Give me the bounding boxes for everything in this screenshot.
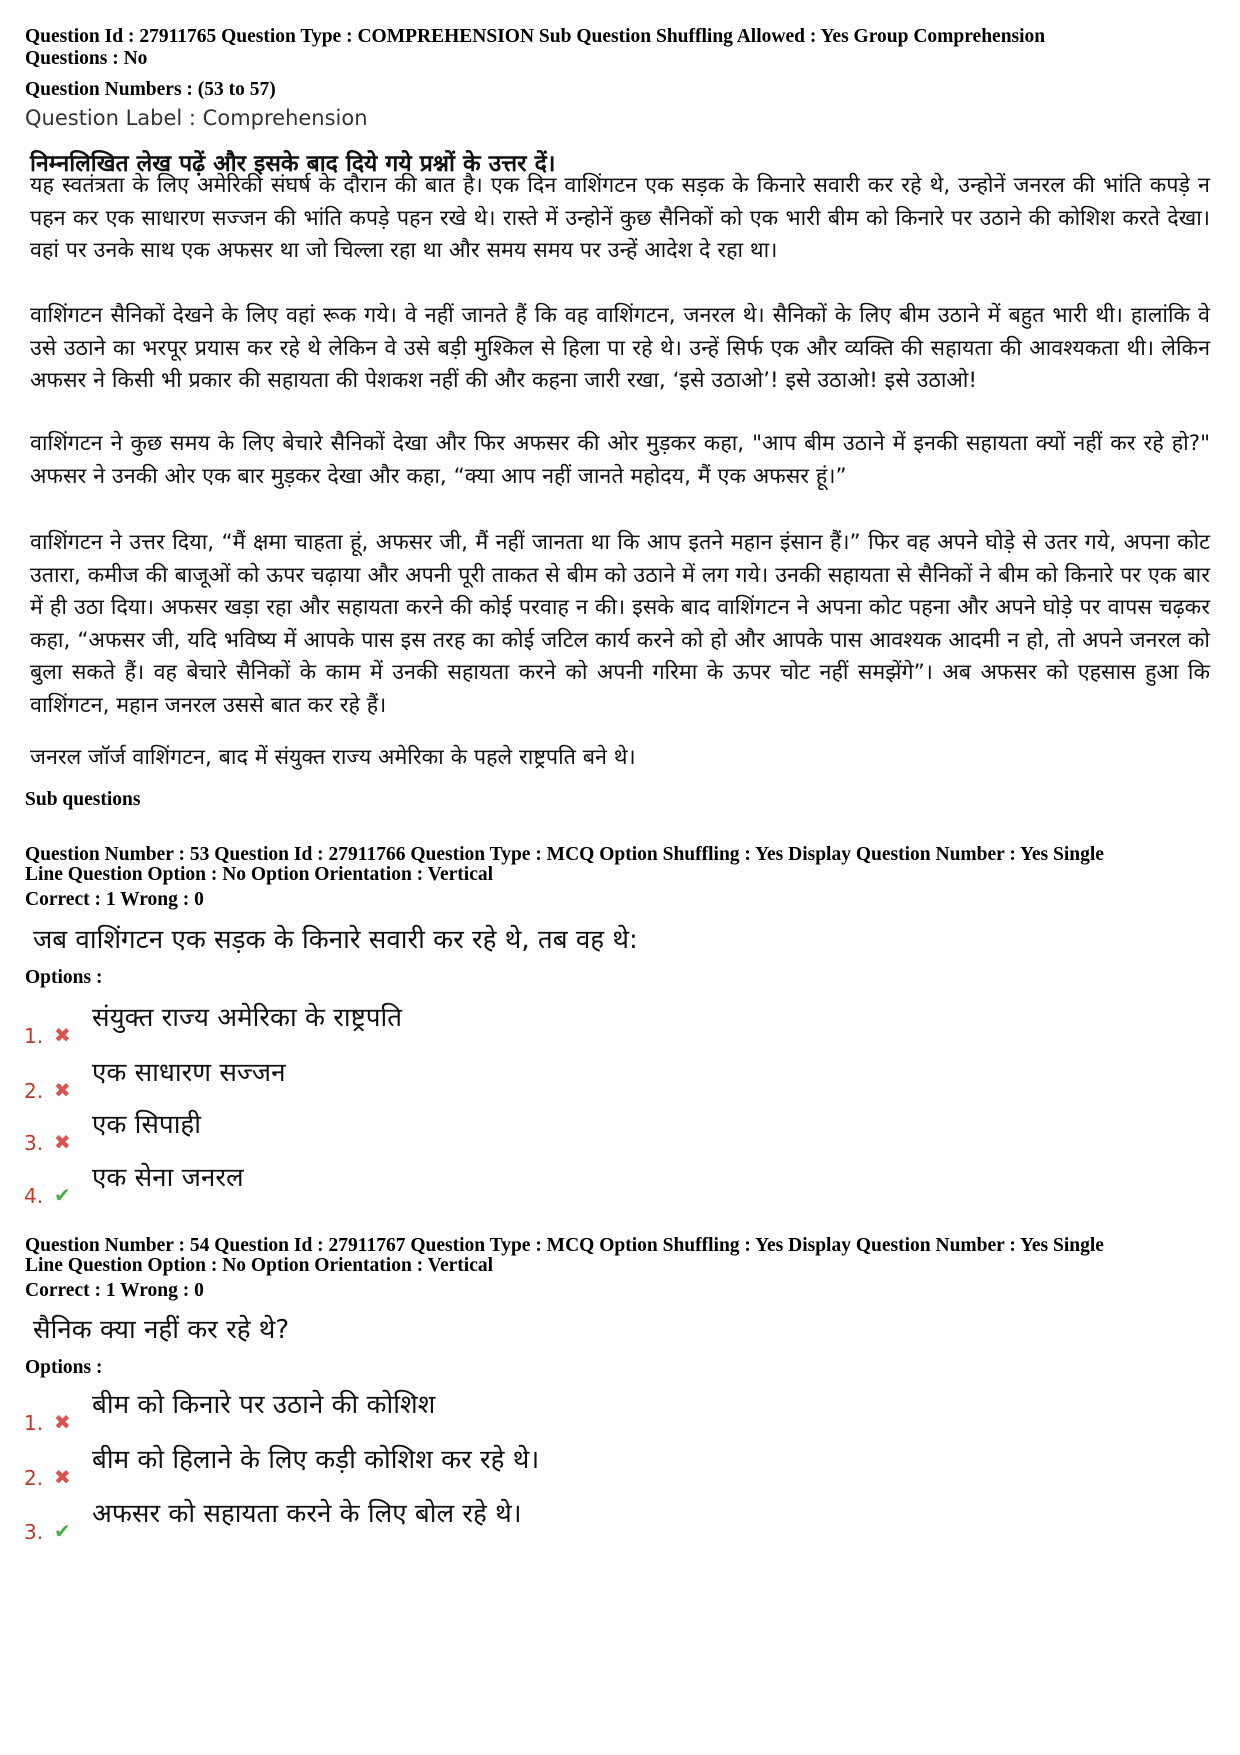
- option-text: बीम को किनारे पर उठाने की कोशिश: [92, 1390, 436, 1420]
- option-2[interactable]: [24, 1053, 824, 1103]
- option-2[interactable]: [24, 1440, 824, 1490]
- passage-paragraph-4: वाशिंगटन ने उत्तर दिया, “मैं क्षमा चाहता हूं, अफसर जी, मैं नहीं जानता था कि आप इतने महान इंसान हैं।” फिर वह अपने घोड़े से उतर गये, अपना कोट उतारा, कमीज की बाजूओं को ऊपर चढ़ाया और अपनी पूरी ताकत से बीम को उठाने में लग गये। उनकी सहायता से सैनिकों ने बीम को किनारे पर एक बार में ही उठा दिया। अफसर खड़ा रहा और सहायता करने की कोई परवाह न की। इसके बाद वाशिंगटन ने अपना कोट पहना और अपने घोड़े पर वापस चढ़कर कहा, “अफसर जी, यदि भविष्य में आपके पास इस तरह का कोई जटिल कार्य करने को हो और आपके पास आवश्यक आदमी न हो, तो अपने जनरल को बुला सकते हैं। वह बेचारे सैनिकों के काम में उनकी सहायता करने को अपनी गरिमा के ऊपर चोट नहीं समझेंगे”। अब अफसर को एहसास हुआ कि वाशिंगटन, महान जनरल उससे बात कर रहे हैं।: [30, 530, 1210, 718]
- question-marks: Correct : 1 Wrong : 0: [25, 1280, 204, 1301]
- option-number: 3.: [24, 1520, 44, 1544]
- passage-paragraph-5: जनरल जॉर्ज वाशिंगटन, बाद में संयुक्त राज्य अमेरिका के पहले राष्ट्रपति बने थे।: [30, 745, 636, 770]
- group-header-line1: Question Id : 27911765 Question Type : COMPREHENSION Sub Question Shuffling Allowed : Yes Group Comprehension: [25, 26, 1046, 47]
- passage-title: निम्नलिखित लेख पढ़ें और इसके बाद दिये गये प्रश्नों के उत्तर दें।: [30, 151, 556, 177]
- option-text: संयुक्त राज्य अमेरिका के राष्ट्रपति: [92, 1003, 403, 1033]
- option-number: 1.: [24, 1411, 44, 1435]
- cross-icon: ✖: [54, 1078, 71, 1102]
- check-icon: ✔: [54, 1519, 71, 1543]
- option-text: बीम को हिलाने के लिए कड़ी कोशिश कर रहे थे।: [92, 1445, 540, 1475]
- option-3[interactable]: [24, 1494, 824, 1544]
- option-number: 3.: [24, 1131, 44, 1155]
- option-3[interactable]: [24, 1105, 824, 1155]
- question-meta-line1: Question Number : 54 Question Id : 27911767 Question Type : MCQ Option Shuffling : Yes Display Question Number : Yes Single: [25, 1235, 1104, 1256]
- question-meta-line1: Question Number : 53 Question Id : 27911766 Question Type : MCQ Option Shuffling : Yes Display Question Number : Yes Single: [25, 844, 1104, 865]
- options-label: Options :: [25, 967, 103, 988]
- question-marks: Correct : 1 Wrong : 0: [25, 889, 204, 910]
- cross-icon: ✖: [54, 1410, 71, 1434]
- question-text: सैनिक क्या नहीं कर रहे थे?: [33, 1315, 290, 1345]
- option-4[interactable]: [24, 1158, 824, 1208]
- cross-icon: ✖: [54, 1023, 71, 1047]
- option-number: 4.: [24, 1184, 44, 1208]
- option-number: 2.: [24, 1079, 44, 1103]
- passage-paragraph-1: यह स्वतंत्रता के लिए अमेरिकी संघर्ष के दौरान की बात है। एक दिन वाशिंगटन एक सड़क के किनारे सवारी कर रहे थे, उन्होनें जनरल की भांति कपड़े न पहन कर एक साधारण सज्जन की भांति कपड़े पहन रखे थे। रास्ते में उन्होनें कुछ सैनिकों को एक भारी बीम को किनारे पर उठाने की कोशिश करते देखा। वहां पर उनके साथ एक अफसर था जो चिल्ला रहा था और समय समय पर उन्हें आदेश दे रहा था।: [30, 173, 1210, 263]
- question-meta-line2: Line Question Option : No Option Orientation : Vertical: [25, 864, 494, 885]
- option-number: 2.: [24, 1466, 44, 1490]
- option-text: एक सेना जनरल: [92, 1163, 244, 1193]
- passage-paragraph-3: वाशिंगटन ने कुछ समय के लिए बेचारे सैनिकों देखा और फिर अफसर की ओर मुड़कर कहा, "आप बीम उठाने में इनकी सहायता क्यों नहीं कर रहे हो?" अफसर ने उनकी ओर एक बार मुड़कर देखा और कहा, “क्या आप नहीं जानते महोदय, मैं एक अफसर हूं।”: [30, 431, 1210, 489]
- check-icon: ✔: [54, 1183, 71, 1207]
- question-label: Question Label : Comprehension: [25, 106, 368, 130]
- option-number: 1.: [24, 1024, 44, 1048]
- option-text: एक साधारण सज्जन: [92, 1058, 286, 1088]
- passage-paragraph-2: वाशिंगटन सैनिकों देखने के लिए वहां रूक गये। वे नहीं जानते हैं कि वह वाशिंगटन, जनरल थे। सैनिकों के लिए बीम उठाने में बहुत भारी थी। हालांकि वे उसे उठाने का भरपूर प्रयास कर रहे थे लेकिन वे उसे बड़ी मुश्किल से हिला पा रहे थे। उन्हें सिर्फ एक और व्यक्ति की सहायता की आवश्यकता थी। लेकिन अफसर ने किसी भी प्रकार की सहायता की पेशकश नहीं की और कहना जारी रखा, ‘इसे उठाओ’! इसे उठाओ! इसे उठाओ!: [30, 303, 1210, 393]
- options-label: Options :: [25, 1357, 103, 1378]
- option-text: अफसर को सहायता करने के लिए बोल रहे थे।: [92, 1499, 522, 1529]
- cross-icon: ✖: [54, 1465, 71, 1489]
- sub-questions-label: Sub questions: [25, 789, 141, 810]
- question-numbers: Question Numbers : (53 to 57): [25, 79, 276, 100]
- question-meta-line2: Line Question Option : No Option Orientation : Vertical: [25, 1255, 494, 1276]
- option-1[interactable]: [24, 998, 824, 1048]
- cross-icon: ✖: [54, 1130, 71, 1154]
- option-text: एक सिपाही: [92, 1110, 201, 1140]
- group-header-line2: Questions : No: [25, 48, 148, 69]
- option-1[interactable]: [24, 1385, 824, 1435]
- question-text: जब वाशिंगटन एक सड़क के किनारे सवारी कर रहे थे, तब वह थे:: [33, 925, 638, 955]
